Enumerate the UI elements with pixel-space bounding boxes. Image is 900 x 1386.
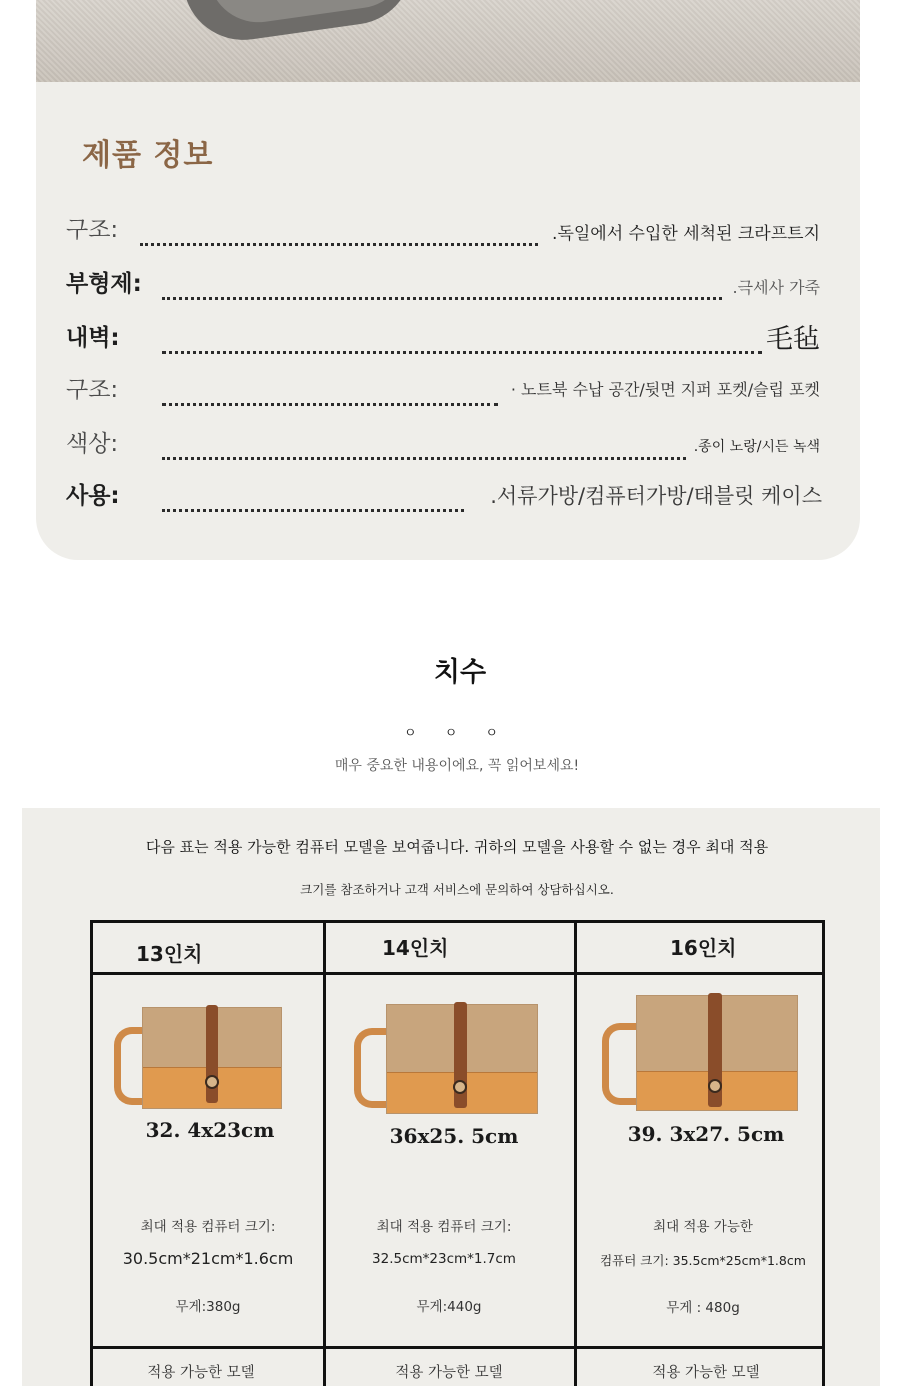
- info-row-structure: [66, 210, 826, 250]
- col-header-14: 14인치: [382, 936, 449, 960]
- product-info-title: 제품 정보: [82, 138, 214, 173]
- dimension-13: 32. 4x23cm: [145, 1118, 275, 1142]
- info-value: .서류가방/컴퓨터가방/태블릿 케이스: [490, 484, 822, 508]
- bag-image-16: [600, 993, 800, 1113]
- spec-label-16: 최대 적용 가능한: [653, 1219, 753, 1235]
- dotted-leader: [162, 349, 762, 354]
- spec-label-14: 최대 적용 컴퓨터 크기:: [376, 1219, 512, 1235]
- dotted-leader: [162, 507, 464, 512]
- info-label: 내벽:: [66, 325, 120, 351]
- info-label: 구조:: [66, 377, 119, 403]
- compatible-models-16: 적용 가능한 모델: [652, 1365, 760, 1381]
- spec-label-13: 최대 적용 컴퓨터 크기:: [140, 1219, 276, 1235]
- info-value: 毛毡: [766, 324, 820, 355]
- dotted-leader: [162, 401, 498, 406]
- weight-14: 무게:440g: [416, 1299, 482, 1315]
- dimension-16: 39. 3x27. 5cm: [627, 1122, 785, 1146]
- size-table: [90, 920, 825, 1386]
- decorative-dots: ㅇ ㅇ ㅇ: [404, 726, 510, 741]
- product-photo: [36, 0, 860, 82]
- size-subtitle: 매우 중요한 내용이에요, 꼭 읽어보세요!: [334, 758, 580, 774]
- weight-13: 무게:380g: [175, 1299, 241, 1315]
- spec-size-14: 32.5cm*23cm*1.7cm: [372, 1251, 516, 1267]
- info-value: .종이 노랑/시든 녹색: [693, 439, 820, 455]
- dimension-14: 36x25. 5cm: [389, 1124, 519, 1148]
- info-row-usage: [66, 476, 826, 516]
- spec-size-13: 30.5cm*21cm*1.6cm: [122, 1249, 294, 1268]
- info-label: 사용:: [66, 483, 120, 509]
- info-row-color: [66, 424, 826, 464]
- info-row-structure-2: [66, 370, 826, 410]
- col-header-13: 13인치: [136, 942, 203, 966]
- info-row-lining: [66, 318, 826, 358]
- col-header-16: 16인치: [670, 936, 737, 960]
- dotted-leader: [140, 241, 538, 246]
- info-value: .극세사 가죽: [732, 278, 820, 297]
- bag-image-13: [112, 1005, 284, 1111]
- info-label: 부형제:: [66, 271, 142, 297]
- size-title: 치수: [433, 657, 487, 688]
- dotted-leader: [162, 455, 686, 460]
- info-row-material: [66, 264, 826, 304]
- info-value: .독일에서 수입한 세척된 크라프트지: [552, 224, 820, 244]
- compatible-models-13: 적용 가능한 모델: [147, 1365, 255, 1381]
- compatible-models-14: 적용 가능한 모델: [395, 1365, 503, 1381]
- info-label: 색상:: [66, 431, 119, 457]
- dotted-leader: [162, 295, 722, 300]
- size-intro-line-1: 다음 표는 적용 가능한 컴퓨터 모델을 보여줍니다. 귀하의 모델을 사용할 수 없는 경우 최대 적용: [145, 838, 769, 856]
- info-label: 구조:: [66, 217, 119, 243]
- size-intro-line-2: 크기를 참조하거나 고객 서비스에 문의하여 상담하십시오.: [300, 882, 614, 897]
- weight-16: 무게 : 480g: [666, 1300, 740, 1316]
- info-value: · 노트북 수납 공간/뒷면 지퍼 포켓/슬립 포켓: [510, 380, 820, 399]
- spec-size-16: 컴퓨터 크기: 35.5cm*25cm*1.8cm: [600, 1253, 806, 1268]
- bag-image-14: [352, 1002, 540, 1116]
